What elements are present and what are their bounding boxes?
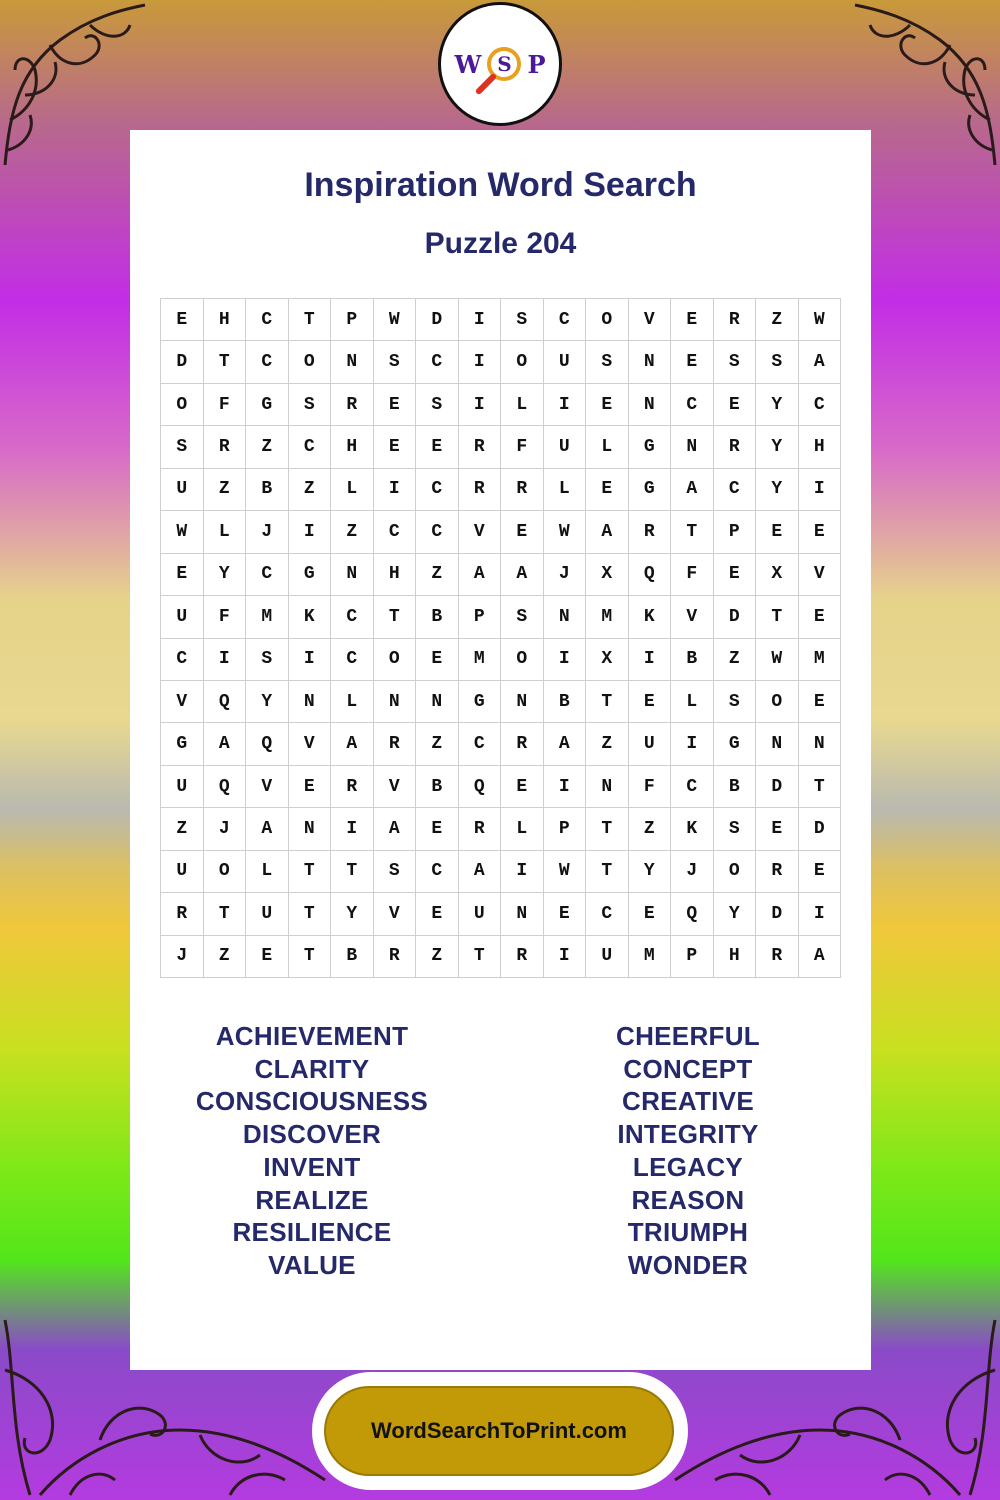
grid-cell[interactable]: Z xyxy=(714,639,757,681)
grid-cell[interactable]: D xyxy=(416,299,459,341)
grid-cell[interactable]: Z xyxy=(246,426,289,468)
grid-cell[interactable]: I xyxy=(204,639,247,681)
grid-cell[interactable]: Y xyxy=(756,469,799,511)
grid-cell[interactable]: O xyxy=(204,851,247,893)
grid-cell[interactable]: T xyxy=(374,596,417,638)
grid-cell[interactable]: U xyxy=(246,893,289,935)
grid-cell[interactable]: T xyxy=(289,299,332,341)
grid-cell[interactable]: C xyxy=(799,384,842,426)
word-list-item: VALUE xyxy=(268,1249,356,1280)
grid-cell[interactable]: C xyxy=(714,469,757,511)
grid-cell[interactable]: B xyxy=(544,681,587,723)
word-list-item: CLARITY xyxy=(254,1053,370,1084)
grid-cell[interactable]: C xyxy=(331,639,374,681)
grid-cell[interactable]: S xyxy=(756,341,799,383)
grid-cell[interactable]: Z xyxy=(331,511,374,553)
grid-cell[interactable]: C xyxy=(544,299,587,341)
grid-cell[interactable]: E xyxy=(799,681,842,723)
grid-cell[interactable]: I xyxy=(501,851,544,893)
grid-cell[interactable]: I xyxy=(544,766,587,808)
grid-cell[interactable]: I xyxy=(629,639,672,681)
word-list-item: LEGACY xyxy=(632,1151,744,1182)
grid-cell[interactable]: R xyxy=(756,851,799,893)
grid-cell[interactable]: E xyxy=(416,639,459,681)
grid-cell[interactable]: D xyxy=(799,808,842,850)
grid-cell[interactable]: Y xyxy=(331,893,374,935)
grid-cell[interactable]: E xyxy=(629,681,672,723)
grid-cell[interactable]: E xyxy=(629,893,672,935)
grid-cell[interactable]: C xyxy=(671,384,714,426)
grid-cell[interactable]: R xyxy=(161,893,204,935)
grid-cell[interactable]: Y xyxy=(246,681,289,723)
grid-cell[interactable]: C xyxy=(246,299,289,341)
grid-cell[interactable]: N xyxy=(501,893,544,935)
word-list-item: INTEGRITY xyxy=(617,1119,759,1150)
grid-cell[interactable]: N xyxy=(289,681,332,723)
grid-cell[interactable]: T xyxy=(289,893,332,935)
grid-cell[interactable]: R xyxy=(629,511,672,553)
grid-cell[interactable]: G xyxy=(629,426,672,468)
grid-cell[interactable]: W xyxy=(161,511,204,553)
puzzle-number: Puzzle 204 xyxy=(424,227,577,260)
grid-cell[interactable]: E xyxy=(501,766,544,808)
word-list-item: CONSCIOUSNESS xyxy=(195,1086,429,1117)
grid-cell[interactable]: R xyxy=(501,723,544,765)
grid-cell[interactable]: D xyxy=(756,893,799,935)
grid-cell[interactable]: S xyxy=(714,341,757,383)
grid-cell[interactable]: G xyxy=(629,469,672,511)
grid-cell[interactable]: I xyxy=(459,384,502,426)
grid-cell[interactable]: U xyxy=(161,851,204,893)
grid-cell[interactable]: A xyxy=(671,469,714,511)
grid-cell[interactable]: E xyxy=(714,554,757,596)
grid-cell[interactable]: O xyxy=(374,639,417,681)
grid-cell[interactable]: B xyxy=(416,766,459,808)
grid-cell[interactable]: S xyxy=(161,426,204,468)
grid-cell[interactable]: C xyxy=(331,596,374,638)
grid-cell[interactable]: F xyxy=(204,384,247,426)
word-list-item: CONCEPT xyxy=(623,1053,753,1084)
grid-cell[interactable]: E xyxy=(756,808,799,850)
grid-cell[interactable]: U xyxy=(629,723,672,765)
grid-cell[interactable]: S xyxy=(501,596,544,638)
grid-cell[interactable]: X xyxy=(756,554,799,596)
grid-cell[interactable]: T xyxy=(459,936,502,978)
grid-cell[interactable]: O xyxy=(714,851,757,893)
word-list-item: TRIUMPH xyxy=(627,1217,749,1248)
grid-cell[interactable]: S xyxy=(586,341,629,383)
grid-cell[interactable]: Q xyxy=(459,766,502,808)
grid-cell[interactable]: D xyxy=(714,596,757,638)
grid-cell[interactable]: L xyxy=(586,426,629,468)
grid-cell[interactable]: O xyxy=(161,384,204,426)
grid-cell[interactable]: Z xyxy=(204,469,247,511)
grid-cell[interactable]: E xyxy=(416,426,459,468)
grid-cell[interactable]: A xyxy=(374,808,417,850)
grid-cell[interactable]: I xyxy=(459,299,502,341)
grid-cell[interactable]: T xyxy=(204,341,247,383)
grid-cell[interactable]: T xyxy=(671,511,714,553)
grid-cell[interactable]: U xyxy=(161,596,204,638)
grid-cell[interactable]: L xyxy=(246,851,289,893)
word-list-item: CREATIVE xyxy=(622,1086,754,1117)
grid-cell[interactable]: E xyxy=(161,554,204,596)
grid-cell[interactable]: O xyxy=(586,299,629,341)
grid-cell[interactable]: I xyxy=(331,808,374,850)
grid-cell[interactable]: U xyxy=(544,341,587,383)
grid-cell[interactable]: N xyxy=(799,723,842,765)
grid-cell[interactable]: H xyxy=(331,426,374,468)
grid-cell[interactable]: E xyxy=(799,596,842,638)
grid-cell[interactable]: V xyxy=(671,596,714,638)
grid-cell[interactable]: P xyxy=(459,596,502,638)
grid-cell[interactable]: A xyxy=(799,341,842,383)
grid-cell[interactable]: M xyxy=(246,596,289,638)
grid-cell[interactable]: J xyxy=(544,554,587,596)
magnifier-icon xyxy=(487,47,521,81)
grid-cell[interactable]: A xyxy=(799,936,842,978)
grid-cell[interactable]: S xyxy=(714,808,757,850)
grid-cell[interactable]: I xyxy=(459,341,502,383)
grid-cell[interactable]: A xyxy=(501,554,544,596)
grid-cell[interactable]: L xyxy=(331,469,374,511)
word-list-item: ACHIEVEMENT xyxy=(215,1021,409,1051)
grid-cell[interactable]: L xyxy=(671,681,714,723)
grid-cell[interactable]: P xyxy=(714,511,757,553)
grid-cell[interactable]: B xyxy=(416,596,459,638)
grid-cell[interactable]: R xyxy=(459,808,502,850)
grid-cell[interactable]: E xyxy=(799,851,842,893)
puzzle-sheet xyxy=(130,130,871,1370)
grid-cell[interactable]: Q xyxy=(204,681,247,723)
grid-cell[interactable]: J xyxy=(246,511,289,553)
grid-cell[interactable]: R xyxy=(374,723,417,765)
grid-cell[interactable]: Z xyxy=(416,554,459,596)
grid-cell[interactable]: A xyxy=(459,851,502,893)
grid-cell[interactable]: R xyxy=(501,469,544,511)
page-title: Inspiration Word Search xyxy=(304,166,697,204)
grid-cell[interactable]: N xyxy=(544,596,587,638)
grid-cell[interactable]: E xyxy=(714,384,757,426)
grid-cell[interactable]: S xyxy=(374,851,417,893)
grid-cell[interactable]: N xyxy=(629,384,672,426)
grid-cell[interactable]: F xyxy=(629,766,672,808)
grid-cell[interactable]: C xyxy=(374,511,417,553)
grid-cell[interactable]: R xyxy=(459,426,502,468)
grid-cell[interactable]: I xyxy=(544,639,587,681)
grid-cell[interactable]: T xyxy=(586,681,629,723)
grid-cell[interactable]: E xyxy=(416,808,459,850)
grid-cell[interactable]: I xyxy=(374,469,417,511)
grid-cell[interactable]: C xyxy=(416,341,459,383)
grid-cell[interactable]: C xyxy=(246,554,289,596)
word-list-item: WONDER xyxy=(627,1249,749,1280)
grid-cell[interactable]: J xyxy=(204,808,247,850)
grid-cell[interactable]: T xyxy=(586,851,629,893)
grid-cell[interactable]: S xyxy=(714,681,757,723)
grid-cell[interactable]: E xyxy=(501,511,544,553)
grid-cell[interactable]: L xyxy=(501,384,544,426)
grid-cell[interactable]: U xyxy=(586,936,629,978)
grid-cell[interactable]: T xyxy=(289,936,332,978)
grid-cell[interactable]: R xyxy=(714,426,757,468)
grid-cell[interactable]: N xyxy=(629,341,672,383)
grid-cell[interactable]: N xyxy=(586,766,629,808)
grid-cell[interactable]: N xyxy=(331,554,374,596)
letter-grid xyxy=(160,298,841,978)
grid-cell[interactable]: K xyxy=(629,596,672,638)
grid-cell[interactable]: M xyxy=(629,936,672,978)
grid-cell[interactable]: U xyxy=(544,426,587,468)
word-list-item: REASON xyxy=(631,1184,745,1215)
grid-cell[interactable]: T xyxy=(799,766,842,808)
word-list-left xyxy=(162,1020,462,1282)
word-list-item: DISCOVER xyxy=(242,1119,382,1150)
logo-letter-w: W xyxy=(454,49,482,79)
grid-cell[interactable]: P xyxy=(671,936,714,978)
grid-cell[interactable]: H xyxy=(204,299,247,341)
grid-cell[interactable]: U xyxy=(161,766,204,808)
grid-cell[interactable]: M xyxy=(586,596,629,638)
grid-cell[interactable]: A xyxy=(586,511,629,553)
grid-cell[interactable]: N xyxy=(289,808,332,850)
site-logo[interactable] xyxy=(438,2,562,126)
grid-cell[interactable]: A xyxy=(459,554,502,596)
grid-cell[interactable]: V xyxy=(629,299,672,341)
grid-cell[interactable]: L xyxy=(204,511,247,553)
grid-cell[interactable]: E xyxy=(374,384,417,426)
grid-cell[interactable]: L xyxy=(331,681,374,723)
grid-cell[interactable]: C xyxy=(161,639,204,681)
grid-cell[interactable]: B xyxy=(671,639,714,681)
grid-cell[interactable]: I xyxy=(544,936,587,978)
grid-cell[interactable]: W xyxy=(374,299,417,341)
grid-cell[interactable]: J xyxy=(161,936,204,978)
word-list-item: RESILIENCE xyxy=(232,1217,392,1248)
grid-cell[interactable]: V xyxy=(459,511,502,553)
grid-cell[interactable]: E xyxy=(544,893,587,935)
grid-cell[interactable]: V xyxy=(161,681,204,723)
word-list-item: CHEERFUL xyxy=(616,1021,760,1051)
grid-cell[interactable]: I xyxy=(799,893,842,935)
grid-cell[interactable]: S xyxy=(246,639,289,681)
grid-cell[interactable]: R xyxy=(331,766,374,808)
ornament-corner-icon xyxy=(0,0,150,170)
grid-cell[interactable]: M xyxy=(459,639,502,681)
grid-cell[interactable]: Q xyxy=(246,723,289,765)
grid-cell[interactable]: C xyxy=(416,851,459,893)
grid-cell[interactable]: P xyxy=(544,808,587,850)
grid-cell[interactable]: R xyxy=(714,299,757,341)
grid-cell[interactable]: X xyxy=(586,639,629,681)
grid-cell[interactable]: O xyxy=(756,681,799,723)
grid-cell[interactable]: S xyxy=(416,384,459,426)
grid-cell[interactable]: W xyxy=(544,851,587,893)
grid-cell[interactable]: E xyxy=(246,936,289,978)
grid-cell[interactable]: G xyxy=(714,723,757,765)
grid-cell[interactable]: R xyxy=(756,936,799,978)
grid-cell[interactable]: Z xyxy=(586,723,629,765)
grid-cell[interactable]: V xyxy=(246,766,289,808)
grid-cell[interactable]: Q xyxy=(204,766,247,808)
ornament-corner-icon xyxy=(850,0,1000,170)
grid-cell[interactable]: S xyxy=(289,384,332,426)
grid-cell[interactable]: U xyxy=(459,893,502,935)
grid-cell[interactable]: C xyxy=(289,426,332,468)
website-link-button[interactable]: WordSearchToPrint.com xyxy=(324,1386,674,1476)
grid-cell[interactable]: I xyxy=(289,511,332,553)
footer xyxy=(312,1372,688,1490)
grid-cell[interactable]: Q xyxy=(629,554,672,596)
grid-cell[interactable]: Z xyxy=(629,808,672,850)
grid-cell[interactable]: Y xyxy=(714,893,757,935)
grid-cell[interactable]: E xyxy=(756,511,799,553)
grid-cell[interactable]: S xyxy=(501,299,544,341)
grid-cell[interactable]: E xyxy=(161,299,204,341)
grid-cell[interactable]: V xyxy=(374,893,417,935)
grid-cell[interactable]: V xyxy=(289,723,332,765)
grid-cell[interactable]: I xyxy=(544,384,587,426)
word-list-item: REALIZE xyxy=(255,1184,369,1215)
grid-cell[interactable]: J xyxy=(671,851,714,893)
grid-cell[interactable]: Z xyxy=(416,936,459,978)
grid-cell[interactable]: Y xyxy=(629,851,672,893)
grid-cell[interactable]: T xyxy=(289,851,332,893)
grid-cell[interactable]: W xyxy=(799,299,842,341)
grid-cell[interactable]: M xyxy=(799,639,842,681)
grid-cell[interactable]: N xyxy=(416,681,459,723)
logo-letter-p: P xyxy=(527,49,546,79)
grid-cell[interactable]: T xyxy=(756,596,799,638)
grid-cell[interactable]: C xyxy=(416,469,459,511)
grid-cell[interactable]: R xyxy=(374,936,417,978)
grid-cell[interactable]: A xyxy=(331,723,374,765)
grid-cell[interactable]: Z xyxy=(161,808,204,850)
grid-cell[interactable]: Z xyxy=(756,299,799,341)
grid-cell[interactable]: E xyxy=(289,766,332,808)
grid-cell[interactable]: Z xyxy=(204,936,247,978)
grid-cell[interactable]: O xyxy=(501,341,544,383)
grid-cell[interactable]: N xyxy=(331,341,374,383)
grid-cell[interactable]: N xyxy=(756,723,799,765)
grid-cell[interactable]: R xyxy=(331,384,374,426)
grid-cell[interactable]: I xyxy=(671,723,714,765)
grid-cell[interactable]: E xyxy=(671,299,714,341)
grid-cell[interactable]: H xyxy=(374,554,417,596)
grid-cell[interactable]: A xyxy=(204,723,247,765)
grid-cell[interactable]: F xyxy=(204,596,247,638)
grid-cell[interactable]: K xyxy=(289,596,332,638)
grid-cell[interactable]: E xyxy=(671,341,714,383)
grid-cell[interactable]: Y xyxy=(756,384,799,426)
grid-cell[interactable]: S xyxy=(374,341,417,383)
grid-cell[interactable]: E xyxy=(586,384,629,426)
grid-cell[interactable]: C xyxy=(671,766,714,808)
grid-cell[interactable]: F xyxy=(671,554,714,596)
grid-cell[interactable]: Q xyxy=(671,893,714,935)
logo-letter-s: S xyxy=(497,52,512,76)
grid-cell[interactable]: E xyxy=(586,469,629,511)
grid-cell[interactable]: R xyxy=(459,469,502,511)
grid-cell[interactable]: T xyxy=(204,893,247,935)
grid-cell[interactable]: T xyxy=(586,808,629,850)
grid-cell[interactable]: K xyxy=(671,808,714,850)
grid-cell[interactable]: O xyxy=(501,639,544,681)
grid-cell[interactable]: P xyxy=(331,299,374,341)
grid-cell[interactable]: F xyxy=(501,426,544,468)
grid-cell[interactable]: W xyxy=(544,511,587,553)
grid-cell[interactable]: B xyxy=(246,469,289,511)
grid-cell[interactable]: R xyxy=(501,936,544,978)
grid-cell[interactable]: B xyxy=(331,936,374,978)
grid-cell[interactable]: R xyxy=(204,426,247,468)
grid-cell[interactable]: N xyxy=(374,681,417,723)
grid-cell[interactable]: H xyxy=(714,936,757,978)
grid-cell[interactable]: L xyxy=(544,469,587,511)
grid-cell[interactable]: D xyxy=(756,766,799,808)
grid-cell[interactable]: C xyxy=(459,723,502,765)
grid-cell[interactable]: A xyxy=(544,723,587,765)
grid-cell[interactable]: E xyxy=(799,511,842,553)
grid-cell[interactable]: V xyxy=(799,554,842,596)
grid-cell[interactable]: W xyxy=(756,639,799,681)
grid-cell[interactable]: Y xyxy=(756,426,799,468)
grid-cell[interactable]: N xyxy=(501,681,544,723)
grid-cell[interactable]: Z xyxy=(416,723,459,765)
grid-cell[interactable]: I xyxy=(289,639,332,681)
grid-cell[interactable]: C xyxy=(416,511,459,553)
grid-cell[interactable]: I xyxy=(799,469,842,511)
grid-cell[interactable]: D xyxy=(161,341,204,383)
grid-cell[interactable]: E xyxy=(416,893,459,935)
grid-cell[interactable]: X xyxy=(586,554,629,596)
grid-cell[interactable]: O xyxy=(289,341,332,383)
grid-cell[interactable]: G xyxy=(246,384,289,426)
grid-cell[interactable]: A xyxy=(246,808,289,850)
grid-cell[interactable]: H xyxy=(799,426,842,468)
grid-cell[interactable]: C xyxy=(586,893,629,935)
grid-cell[interactable]: U xyxy=(161,469,204,511)
grid-cell[interactable]: Z xyxy=(289,469,332,511)
grid-cell[interactable]: G xyxy=(459,681,502,723)
grid-cell[interactable]: G xyxy=(289,554,332,596)
grid-cell[interactable]: B xyxy=(714,766,757,808)
word-list-right xyxy=(538,1020,838,1282)
grid-cell[interactable]: G xyxy=(161,723,204,765)
grid-cell[interactable]: N xyxy=(671,426,714,468)
word-list-item: INVENT xyxy=(263,1151,361,1182)
grid-cell[interactable]: L xyxy=(501,808,544,850)
grid-cell[interactable]: C xyxy=(246,341,289,383)
grid-cell[interactable]: V xyxy=(374,766,417,808)
grid-cell[interactable]: T xyxy=(331,851,374,893)
grid-cell[interactable]: Y xyxy=(204,554,247,596)
grid-cell[interactable]: E xyxy=(374,426,417,468)
